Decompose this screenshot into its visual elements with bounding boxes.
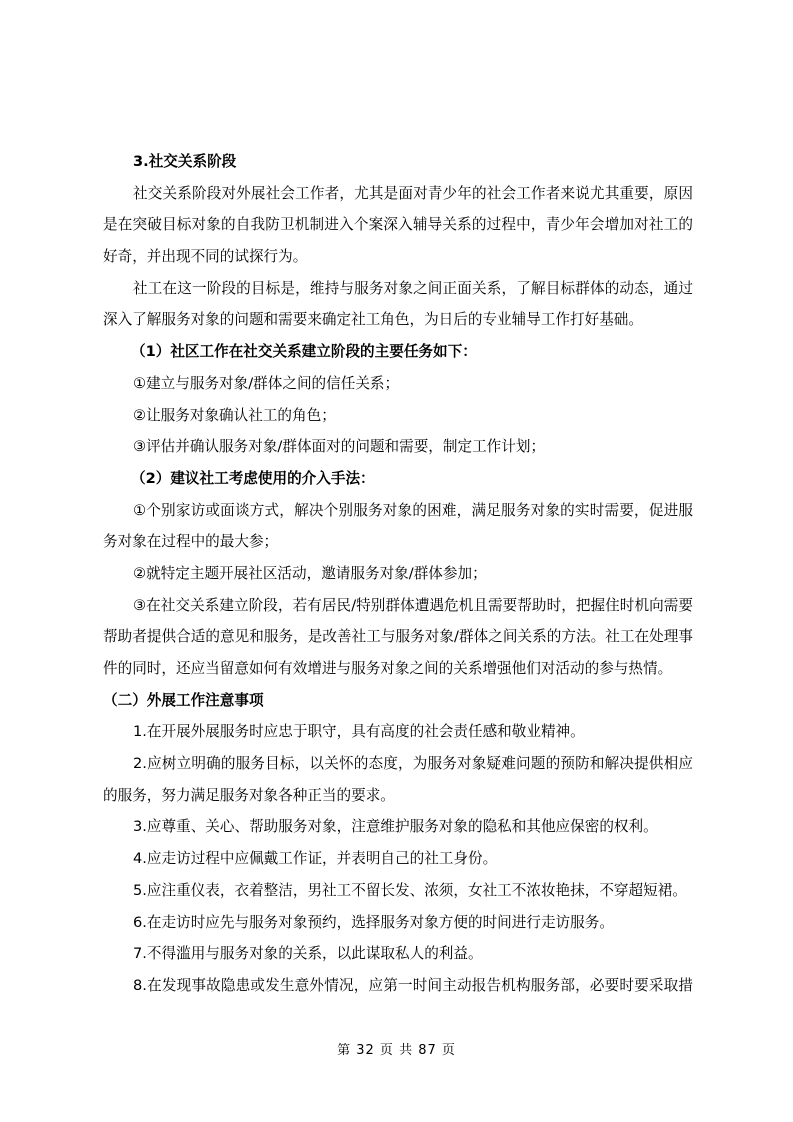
list-item: ②让服务对象确认社工的角色； (133, 406, 336, 424)
text-line: 件的同时，还应当留意如何有效增进与服务对象之间的关系增强他们对活动的参与热情。 (103, 660, 673, 677)
list-intervention-methods (103, 495, 693, 685)
text-line: 社交关系阶段对外展社会工作者，尤其是面对青少年的社会工作者来说尤其重要，原因 (133, 184, 693, 202)
list-item: 6.在走访时应先与服务对象预约，选择服务对象方便的时间进行走访服务。 (133, 913, 614, 931)
list-item: ②就特定主题开展社区活动，邀请服务对象/群体参加； (133, 564, 487, 582)
list-item: 1.在开展外展服务时应忠于职守，具有高度的社会责任感和敬业精神。 (133, 723, 585, 741)
subheading-intervention-methods: （2）建议社工考虑使用的介入手法： (131, 469, 375, 487)
list-item: 5.应注重仪表，衣着整洁，男社工不留长发、浓须，女社工不浓妆艳抹，不穿超短裙。 (133, 881, 687, 899)
list-outreach-notes (103, 716, 693, 1001)
text-line: 务对象在过程中的最大参； (103, 533, 279, 551)
list-item: ③评估并确认服务对象/群体面对的问题和需要，制定工作计划； (133, 438, 546, 456)
text-line: 的服务，努力满足服务对象各种正当的要求。 (103, 786, 395, 804)
list-item: 4.应走访过程中应佩戴工作证，并表明自己的社工身份。 (133, 850, 498, 868)
list-item (103, 748, 693, 811)
text-line: 2.应树立明确的服务目标，以关怀的态度，为服务对象疑难问题的预防和解决提供相应 (133, 755, 693, 773)
text-line: 是在突破目标对象的自我防卫机制进入个案深入辅导关系的过程中，青少年会增加对社工的 (103, 216, 693, 234)
list-item: ①建立与服务对象/群体之间的信任关系； (133, 374, 400, 392)
text-line: 社工在这一阶段的目标是，维持与服务对象之间正面关系，了解目标群体的动态，通过 (133, 279, 693, 297)
list-item: 8.在发现事故隐患或发生意外情况，应第一时间主动报告机构服务部，必要时要采取措 (133, 976, 693, 994)
list-item: 7.不得滥用与服务对象的关系，以此谋取私人的利益。 (133, 945, 483, 963)
text-line: 帮助者提供合适的意见和服务，是改善社工与服务对象/群体之间关系的方法。社工在处理事 (103, 628, 693, 646)
list-item: 3.应尊重、关心、帮助服务对象，注意维护服务对象的隐私和其他应保密的权利。 (133, 818, 658, 836)
list-main-tasks (103, 368, 693, 463)
section-heading-outreach-notes: （二）外展工作注意事项 (103, 691, 264, 709)
list-item (103, 495, 693, 558)
section-heading-social-relationship-stage: 3.社交关系阶段 (133, 153, 237, 170)
text-line: 好奇，并出现不同的试探行为。 (103, 248, 308, 266)
text-line: 深入了解服务对象的问题和需要来确定社工角色，为日后的专业辅导工作打好基础。 (103, 311, 643, 329)
list-item (103, 590, 693, 685)
paragraph-stage-goal (103, 273, 693, 336)
page-body (103, 146, 693, 1002)
paragraph-intro (103, 178, 693, 273)
page-number-footer: 第 32 页 共 87 页 (337, 1043, 456, 1058)
text-line: ③在社交关系建立阶段，若有居民/特别群体遭遇危机且需要帮助时，把握住时机向需要 (133, 596, 693, 614)
subheading-main-tasks: （1）社区工作在社交关系建立阶段的主要任务如下： (131, 343, 477, 361)
text-line: ①个别家访或面谈方式，解决个别服务对象的困难，满足服务对象的实时需要，促进服 (133, 501, 693, 519)
